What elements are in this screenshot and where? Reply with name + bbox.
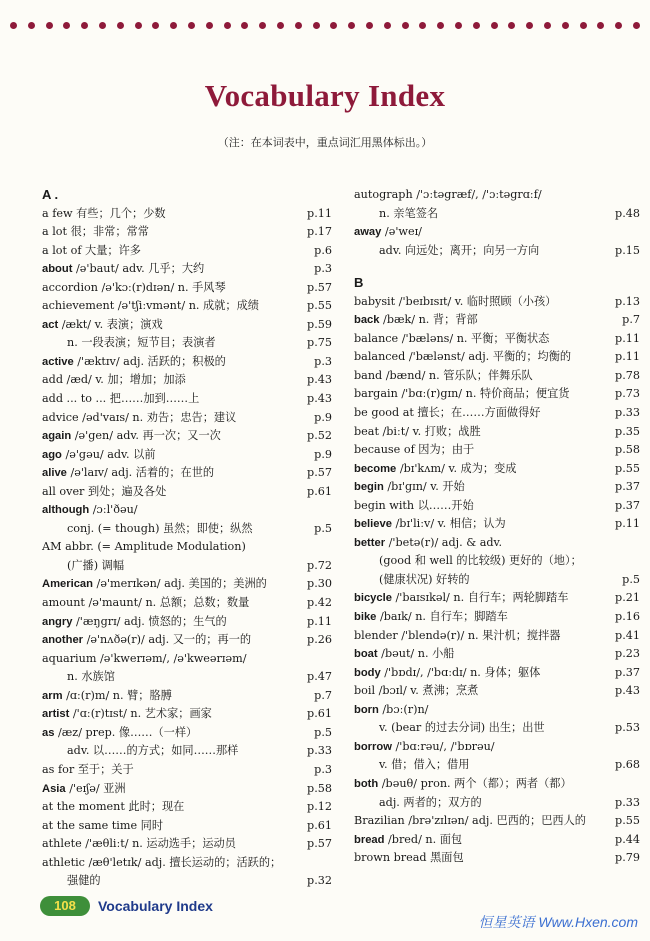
page-ref: p.9 (314, 447, 332, 461)
index-entry (42, 575, 332, 594)
dot (366, 22, 373, 29)
page-ref: p.37 (615, 498, 640, 512)
index-entry (42, 279, 332, 298)
entry-text: /'ɑː(r)tɪst/ n. 艺术家；画家 (69, 707, 212, 721)
dot (99, 22, 106, 29)
dot (170, 22, 177, 29)
headword: although (42, 504, 90, 517)
entry-text: /ə'baut/ adv. 几乎；大约 (72, 262, 205, 276)
entry-text: adv. 以……的方式；如同……那样 (67, 744, 239, 758)
index-entry (42, 687, 332, 706)
entry-text: achievement /ə'tʃiːvmənt/ n. 成就；成绩 (42, 299, 259, 313)
entry-text: /bɪ'liːv/ v. 相信；认为 (391, 517, 506, 531)
dot (473, 22, 480, 29)
dot (419, 22, 426, 29)
page-ref: p.33 (307, 744, 332, 758)
index-entry (42, 724, 332, 743)
entry-text: 强健的 (67, 874, 101, 888)
entry-text: /æz/ prep. 像……（一样） (54, 725, 198, 739)
entry-text: blender /'blendə(r)/ n. 果汁机；搅拌器 (354, 628, 561, 642)
index-entry (354, 775, 640, 794)
index-entry (42, 446, 332, 465)
entry-text: a few 有些；几个；少数 (42, 206, 166, 220)
page-note: （注：在本词表中，重点词汇用黑体标出。） (217, 136, 433, 149)
page-ref: p.3 (314, 762, 332, 776)
page-ref: p.5 (314, 725, 332, 739)
page-ref: p.55 (615, 461, 640, 475)
dot (437, 22, 444, 29)
headword: act (42, 318, 59, 331)
page-ref: p.68 (615, 758, 640, 772)
entry-text: /'bɒdɪ/, /'bɑːdɪ/ n. 身体；躯体 (380, 665, 541, 679)
dot (117, 22, 124, 29)
entry-text: /bɪ'gɪn/ v. 开始 (383, 480, 465, 494)
page-ref: p.61 (307, 818, 332, 832)
dot (455, 22, 462, 29)
index-entry (354, 385, 640, 404)
entry-text: brown bread 黑面包 (354, 851, 464, 865)
entry-text: athlete /'æθliːt/ n. 运动选手；运动员 (42, 837, 236, 851)
dot (580, 22, 587, 29)
headword: body (354, 666, 381, 679)
headword: borrow (354, 740, 392, 753)
headword: bicycle (354, 592, 392, 605)
section-letter: B (354, 275, 364, 291)
page-ref: p.13 (615, 294, 640, 308)
entry-text: all over 到处；遍及各处 (42, 484, 167, 498)
entry-text: aquarium /ə'kwerɪəm/, /ə'kweərɪəm/ (42, 651, 247, 665)
index-entry (42, 501, 332, 520)
entry-text: advice /əd'vaɪs/ n. 劝告；忠告；建议 (42, 410, 237, 424)
watermark: 恒星英语 Www.Hxen.com (478, 914, 638, 930)
headword: both (354, 777, 379, 790)
page-number-badge: 108 (40, 896, 90, 916)
page-ref: p.47 (307, 670, 332, 684)
dot (295, 22, 302, 29)
entry-text: add /æd/ v. 加；增加；加添 (42, 373, 186, 387)
entry-text: Brazilian /brə'zɪlɪən/ adj. 巴西的；巴西人的 (354, 814, 586, 828)
index-entry (42, 483, 332, 502)
entry-text: /ə'laɪv/ adj. 活着的；在世的 (66, 466, 215, 480)
page-ref: p.57 (307, 837, 332, 851)
entry-text: /bɔː(r)n/ (378, 702, 429, 716)
index-entry (42, 334, 332, 353)
page-ref: p.37 (615, 480, 640, 494)
page-ref: p.42 (307, 596, 332, 610)
entry-text: /ɔːl'ðəu/ (89, 503, 138, 517)
entry-text: /'baɪsɪkəl/ n. 自行车；两轮脚踏车 (391, 591, 569, 605)
index-entry (354, 645, 640, 664)
page-ref: p.57 (307, 280, 332, 294)
dot (241, 22, 248, 29)
entry-text: /ə'merɪkən/ adj. 美国的；美洲的 (93, 577, 267, 591)
entry-text: /ɑː(r)m/ n. 臂；胳膊 (62, 688, 172, 702)
left-column (42, 186, 332, 891)
index-entry (354, 794, 640, 813)
page-ref: p.32 (307, 874, 332, 888)
page-ref: p.41 (615, 628, 640, 642)
entry-text: /'æktɪv/ adj. 活跃的；积极的 (73, 354, 226, 368)
page-ref: p.43 (307, 392, 332, 406)
entry-text: (广播) 调幅 (67, 558, 125, 572)
entry-text: as for 至于；关于 (42, 762, 134, 776)
index-entry (42, 742, 332, 761)
page-ref: p.59 (307, 317, 332, 331)
page-ref: p.3 (314, 354, 332, 368)
entry-text: /'æŋgrɪ/ adj. 愤怒的；生气的 (72, 614, 227, 628)
index-entry (42, 260, 332, 279)
index-entry (354, 627, 640, 646)
headword: better (354, 536, 386, 549)
dot (81, 22, 88, 29)
entry-text: /'eɪʃə/ 亚洲 (65, 781, 126, 795)
index-entry (42, 205, 332, 224)
index-entry (42, 316, 332, 335)
page-ref: p.11 (615, 517, 640, 531)
page-ref: p.52 (307, 429, 332, 443)
headword: angry (42, 615, 73, 628)
dot (152, 22, 159, 29)
index-entry (354, 682, 640, 701)
headword: arm (42, 689, 63, 702)
entry-text: a lot 很；非常；常常 (42, 225, 149, 239)
dot (562, 22, 569, 29)
index-entry (354, 348, 640, 367)
page-ref: p.11 (615, 350, 640, 364)
page-ref: p.6 (314, 243, 332, 257)
entry-text: /'bɑːrəu/, /'bɒrəu/ (391, 739, 495, 753)
page-ref: p.57 (307, 466, 332, 480)
entry-text: AM abbr. (= Amplitude Modulation) (42, 540, 246, 554)
dot (135, 22, 142, 29)
page-ref: p.12 (307, 800, 332, 814)
index-entry (354, 242, 640, 261)
index-entry (42, 798, 332, 817)
section-gap (354, 260, 640, 274)
index-entry (42, 353, 332, 372)
headword: active (42, 355, 74, 368)
page-ref: p.72 (307, 558, 332, 572)
index-entry (354, 552, 640, 571)
headword: born (354, 703, 379, 716)
dot (28, 22, 35, 29)
page-ref: p.48 (615, 206, 640, 220)
page-ref: p.15 (615, 243, 640, 257)
page-ref: p.37 (615, 665, 640, 679)
index-entry (42, 390, 332, 409)
entry-text: beat /biːt/ v. 打败；战胜 (354, 424, 481, 438)
entry-text: /bəut/ n. 小船 (377, 647, 455, 661)
entry-text: (健康状况) 好转的 (379, 572, 470, 586)
page-title: Vocabulary Index (204, 78, 446, 113)
index-entry (42, 427, 332, 446)
entry-text: /'betə(r)/ adj. & adv. (385, 535, 503, 549)
entry-text: a lot of 大量；许多 (42, 243, 141, 257)
dot (188, 22, 195, 29)
page-ref: p.75 (307, 336, 332, 350)
page-ref: p.79 (615, 851, 640, 865)
entry-text: /ə'gəu/ adv. 以前 (61, 447, 156, 461)
index-entry (354, 571, 640, 590)
index-entry (42, 613, 332, 632)
entry-text: at the same time 同时 (42, 818, 164, 832)
entry-text: /ækt/ v. 表演；演戏 (58, 317, 163, 331)
index-entry (42, 872, 332, 891)
entry-text: n. 一段表演；短节目；表演者 (67, 336, 216, 350)
entry-text: /ə'nʌðə(r)/ adj. 又一的；再一的 (83, 633, 252, 647)
page-ref: p.73 (615, 387, 640, 401)
index-entry (354, 589, 640, 608)
entry-text: /ə'weɪ/ (381, 225, 422, 239)
index-entry (354, 330, 640, 349)
index-entry (42, 297, 332, 316)
entry-text: accordion /ə'kɔː(r)dɪən/ n. 手风琴 (42, 280, 226, 294)
index-entry (354, 404, 640, 423)
entry-text: boil /bɔɪl/ v. 煮沸；烹煮 (354, 684, 479, 698)
index-entry (42, 371, 332, 390)
entry-text: conj. (= though) 虽然；即使；纵然 (67, 521, 253, 535)
entry-text: /ə'gen/ adv. 再一次；又一次 (71, 429, 221, 443)
headword: about (42, 263, 73, 276)
entry-text: /bæk/ n. 背；背部 (379, 313, 478, 327)
page-ref: p.23 (615, 647, 640, 661)
headword: American (42, 578, 93, 591)
entry-text: begin with 以……开始 (354, 498, 474, 512)
entry-text: athletic /æθ'letɪk/ adj. 擅长运动的；活跃的； (42, 855, 282, 869)
index-entry (42, 835, 332, 854)
dot (277, 22, 284, 29)
entry-text: babysit /'beɪbɪsɪt/ v. 临时照顾（小孩） (354, 294, 557, 308)
dot (63, 22, 70, 29)
entry-text: be good at 擅长；在……方面做得好 (354, 406, 541, 420)
entry-text: /bəuθ/ pron. 两个（都）；两者（都） (378, 776, 572, 790)
headword: back (354, 314, 380, 327)
dot (206, 22, 213, 29)
index-entry (42, 631, 332, 650)
entry-text: adj. 两者的；双方的 (379, 795, 482, 809)
dot (330, 22, 337, 29)
page-ref: p.78 (615, 368, 640, 382)
entry-text: adv. 向远处；离开；向另一方向 (379, 243, 540, 257)
page-ref: p.58 (615, 443, 640, 457)
page-ref: p.11 (615, 331, 640, 345)
index-entry (354, 608, 640, 627)
entry-text: n. 亲笔签名 (379, 206, 439, 220)
headword: ago (42, 448, 62, 461)
entry-text: at the moment 此时；现在 (42, 800, 185, 814)
index-entry (42, 409, 332, 428)
dot-border (0, 22, 650, 34)
index-entry (42, 242, 332, 261)
entry-text: autograph /'ɔːtəgræf/, /'ɔːtəgrɑːf/ (354, 188, 542, 201)
dot (508, 22, 515, 29)
page-ref: p.16 (615, 610, 640, 624)
entry-text: balance /'bæləns/ n. 平衡；平衡状态 (354, 331, 550, 345)
page-ref: p.33 (615, 795, 640, 809)
headword: bread (354, 833, 385, 846)
index-entry (354, 423, 640, 442)
right-column (354, 186, 640, 868)
index-entry (42, 464, 332, 483)
entry-text: /bɪ'kʌm/ v. 成为；变成 (396, 461, 517, 475)
page-ref: p.55 (615, 814, 640, 828)
page-ref: p.43 (615, 684, 640, 698)
page-ref: p.26 (307, 633, 332, 647)
index-entry (42, 705, 332, 724)
entry-text: because of 因为；由于 (354, 443, 475, 457)
entry-text: /baɪk/ n. 自行车；脚踏车 (376, 610, 508, 624)
entry-text: (good 和 well 的比较级) 更好的（地）； (379, 554, 582, 568)
index-entry (42, 557, 332, 576)
page-ref: p.30 (307, 577, 332, 591)
index-entry (354, 460, 640, 479)
page-ref: p.58 (307, 781, 332, 795)
page-ref: p.61 (307, 484, 332, 498)
headword: Asia (42, 782, 66, 795)
index-entry (42, 594, 332, 613)
entry-text: n. 水族馆 (67, 670, 115, 684)
page-ref: p.35 (615, 424, 640, 438)
index-entry (354, 478, 640, 497)
headword: again (42, 430, 72, 443)
index-entry (354, 186, 640, 205)
entry-text: amount /ə'maunt/ n. 总额；总数；数量 (42, 596, 250, 610)
page-ref: p.5 (314, 521, 332, 535)
headword: as (42, 726, 55, 739)
index-entry (42, 520, 332, 539)
dot (491, 22, 498, 29)
entry-text: /bred/ n. 面包 (384, 832, 463, 846)
headword: believe (354, 518, 392, 531)
headword: alive (42, 467, 67, 480)
index-entry (354, 719, 640, 738)
dot (402, 22, 409, 29)
page-ref: p.9 (314, 410, 332, 424)
index-entry (354, 664, 640, 683)
headword: boat (354, 648, 378, 661)
page-ref: p.61 (307, 707, 332, 721)
page-ref: p.21 (615, 591, 640, 605)
index-entry (42, 780, 332, 799)
index-entry (42, 538, 332, 557)
dot (526, 22, 533, 29)
index-entry (354, 849, 640, 868)
index-entry (354, 205, 640, 224)
index-entry (354, 534, 640, 553)
dot (10, 22, 17, 29)
entry-text: band /bænd/ n. 管乐队；伴舞乐队 (354, 368, 533, 382)
dot (348, 22, 355, 29)
dot (384, 22, 391, 29)
entry-text: bargain /'bɑː(r)gɪn/ n. 特价商品；便宜货 (354, 387, 570, 401)
index-entry (354, 367, 640, 386)
index-entry (354, 293, 640, 312)
dot (259, 22, 266, 29)
page-ref: p.7 (622, 313, 640, 327)
page-ref: p.11 (307, 614, 332, 628)
index-entry (354, 738, 640, 757)
index-entry (42, 223, 332, 242)
headword: another (42, 634, 84, 647)
entry-text: add ... to ... 把……加到……上 (42, 392, 200, 406)
dot (633, 22, 640, 29)
index-entry (42, 761, 332, 780)
index-entry (354, 311, 640, 330)
dot (46, 22, 53, 29)
page-ref: p.33 (615, 406, 640, 420)
headword: away (354, 226, 382, 239)
page-ref: p.44 (615, 832, 640, 846)
dot (544, 22, 551, 29)
index-entry (42, 817, 332, 836)
index-entry (354, 515, 640, 534)
index-entry (354, 701, 640, 720)
entry-text: v. (bear 的过去分词) 出生；出世 (379, 721, 545, 735)
headword: begin (354, 481, 384, 494)
dot (615, 22, 622, 29)
index-entry (354, 812, 640, 831)
index-entry (42, 854, 332, 873)
index-entry (354, 441, 640, 460)
section-letter: A . (42, 187, 59, 202)
index-entry (354, 831, 640, 850)
page-ref: p.55 (307, 299, 332, 313)
headword: become (354, 462, 397, 475)
dot (597, 22, 604, 29)
page-ref: p.11 (307, 206, 332, 220)
headword: artist (42, 708, 70, 721)
page-ref: p.53 (615, 721, 640, 735)
index-entry (42, 650, 332, 669)
page-ref: p.7 (314, 688, 332, 702)
page-ref: p.3 (314, 262, 332, 276)
entry-text: v. 借；借入；借用 (379, 758, 470, 772)
page-ref: p.5 (622, 572, 640, 586)
index-entry (354, 223, 640, 242)
headword: bike (354, 611, 377, 624)
footer-label: Vocabulary Index (98, 898, 213, 914)
entry-text: balanced /'bælənst/ adj. 平衡的；均衡的 (354, 350, 572, 364)
index-entry (354, 497, 640, 516)
page-ref: p.43 (307, 373, 332, 387)
page-ref: p.17 (307, 225, 332, 239)
dot (313, 22, 320, 29)
index-entry (354, 756, 640, 775)
dot (224, 22, 231, 29)
index-entry (42, 668, 332, 687)
